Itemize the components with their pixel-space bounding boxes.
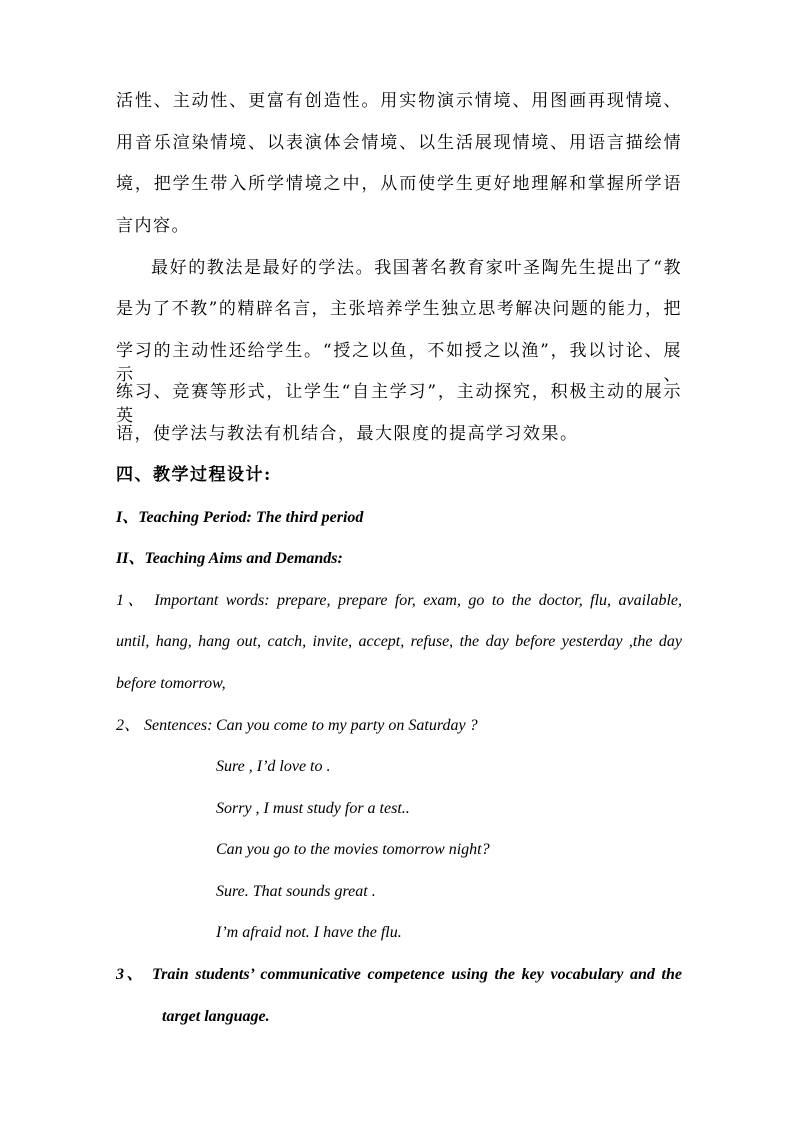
important-words-line1: 1、 Important words: prepare, prepare for, exam, go to the doctor, flu, available, (116, 592, 682, 609)
sentence-item: Sorry , I must study for a test.. (216, 800, 410, 817)
paragraph2-line3: 学习的主动性还给学生。“授之以鱼，不如授之以渔”，我以讨论、展示、 (116, 341, 682, 385)
paragraph1-line2: 用音乐渲染情境、以表演体会情境、以生活展现情境、用语言描绘情 (116, 133, 682, 153)
paragraph1-line3: 境，把学生带入所学情境之中，从而使学生更好地理解和掌握所学语 (116, 174, 682, 194)
sentence-item: Sure , I’d love to . (216, 758, 331, 775)
paragraph1-line4: 言内容。 (116, 216, 190, 236)
paragraph2-line2: 是为了不教”的精辟名言，主张培养学生独立思考解决问题的能力，把 (116, 299, 682, 319)
sentence-item: Sure. That sounds great . (216, 883, 376, 900)
sentences-label: 2、 Sentences: (116, 717, 213, 734)
paragraph2-line4: 练习、竞赛等形式，让学生“自主学习”，主动探究，积极主动的展示英 (116, 382, 682, 426)
section-heading: 四、教学过程设计: (116, 465, 272, 485)
train-students-line1: 3、 Train students’ communicative competence using the key vocabulary and the (116, 966, 682, 983)
sentence-item: I’m afraid not. I have the flu. (216, 924, 402, 941)
sentence-item: Can you come to my party on Saturday ? (216, 717, 478, 734)
paragraph1-line1: 活性、主动性、更富有创造性。用实物演示情境、用图画再现情境、 (116, 91, 682, 111)
important-words-line2: until, hang, hang out, catch, invite, accept, refuse, the day before yesterday ,the day (116, 633, 682, 650)
teaching-aims-heading: II、Teaching Aims and Demands: (116, 550, 343, 567)
teaching-period: I、Teaching Period: The third period (116, 509, 364, 526)
paragraph2-line5: 语，使学法与教法有机结合，最大限度的提高学习效果。 (116, 424, 579, 444)
train-students-line2: target language. (162, 1008, 270, 1025)
paragraph2-line1: 最好的教法是最好的学法。我国著名教育家叶圣陶先生提出了“教 (151, 258, 682, 278)
important-words-line3: before tomorrow, (116, 675, 226, 692)
sentence-item: Can you go to the movies tomorrow night? (216, 841, 490, 858)
